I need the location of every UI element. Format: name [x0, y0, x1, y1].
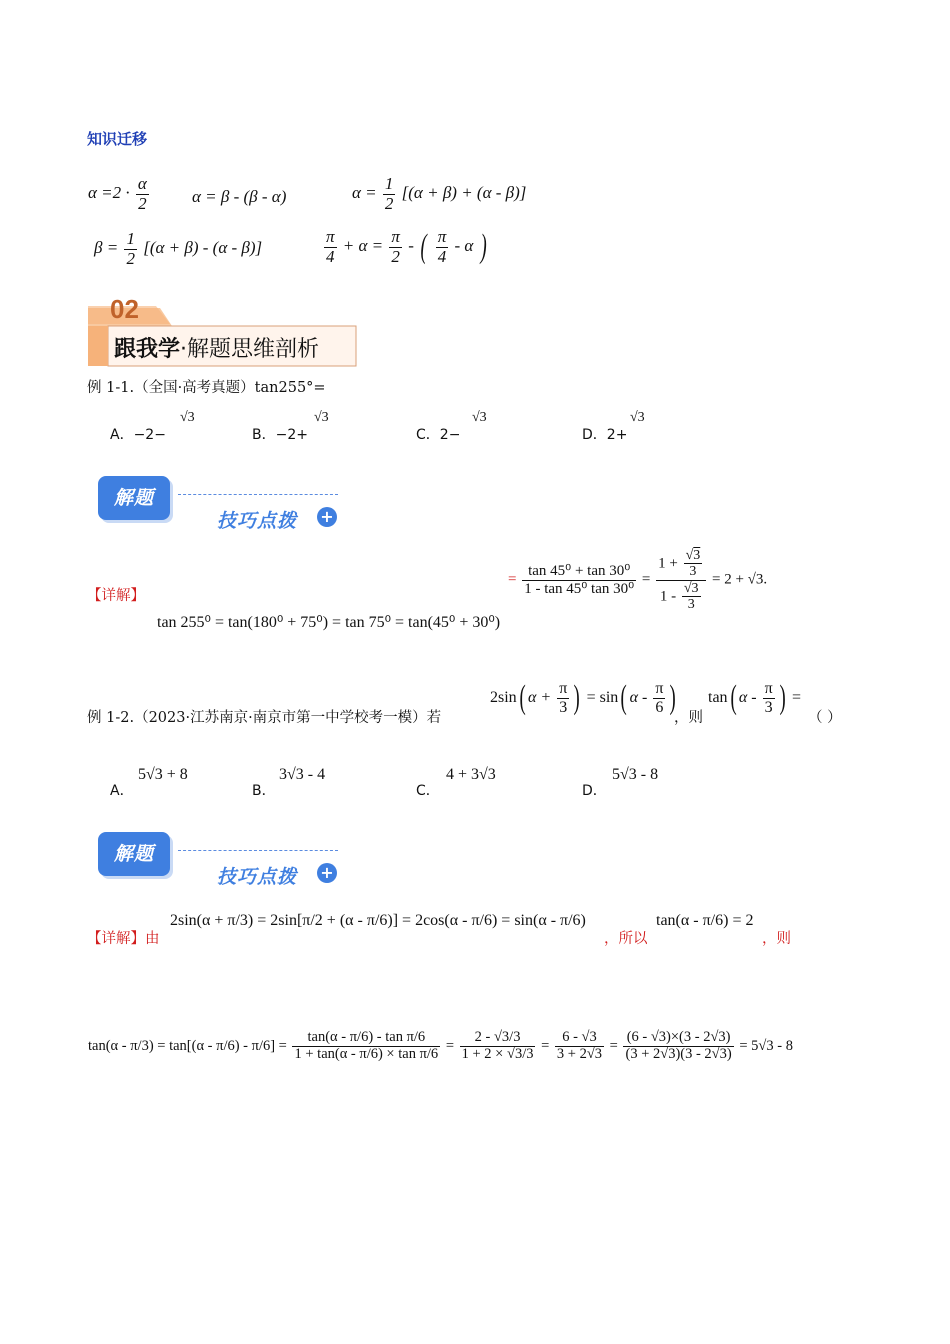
example1-option-d-root: √3 [630, 410, 645, 425]
banner-title: 跟我学·解题思维剖析 [114, 337, 320, 362]
formula-complement: $\frac{\pi}{4}$ + α = $\frac{\pi}{2}$ - ( $\frac{\pi}{4}$ - α ) [326, 227, 487, 266]
solution-badge-text: 技巧点拨 [217, 510, 298, 532]
example1-option-a-root: √3 [180, 410, 195, 425]
example2-answer-blank: （ ） [808, 710, 842, 726]
formula-angle-diff: α = β - (β - α) [192, 187, 287, 206]
solution-badge-box: 解题 [98, 476, 170, 520]
example1-prompt: 例 1-1.（全国·高考真题）tan255°= [87, 380, 326, 396]
example2-then: ，则 [674, 710, 703, 726]
example2-option-a-label: A． [110, 783, 134, 799]
plus-icon: + [317, 507, 337, 527]
example2-option-d-label: D． [582, 783, 607, 799]
solution-badge-box-2: 解题 [98, 832, 170, 876]
formula-double-angle: α =2 · $\frac{\alpha}{2}$ [88, 174, 147, 213]
formula-beta: β = $\frac{1}{2}$ [(α + β) - (α - β)] [94, 229, 263, 268]
example1-option-b-root: √3 [314, 410, 329, 425]
solution2-so: ，所以 [604, 931, 648, 947]
badge-dashed-line [178, 494, 338, 495]
solution1-fraction-chain: = $\frac{\text{tan 45⁰ + tan 30⁰}}{\text{1 - tan 45⁰ tan 30⁰}}$ = 1 + $\frac{√3}{3}$ 1 - $\frac{√3}{3}$ = 2 + √3. [508, 548, 768, 613]
solution2-line1: 2sin(α + π/3) = 2sin[π/2 + (α - π/6)] = 2cos(α - π/6) = sin(α - π/6) [170, 912, 586, 929]
example1-option-c: C．2− [416, 427, 461, 443]
solution2-tan-result: tan(α - π/6) = 2 [656, 912, 754, 929]
example1-option-d: D．2+ [582, 427, 628, 443]
solution2-line2: tan(α - π/3) = tan[(α - π/6) - π/6] = $\frac{\text{tan(α - π/6) - tan π/6}}{\text{1 + tan(α - π/6) × tan π/6}}$ = $\frac{2 - √3/3}{1 + 2 \times √3/3}$ = $\frac{6 - √3}{3 + 2√3}$ = $\frac{(6 - √3)\times(3 - 2√3)}{(3 + 2√3)(3 - 2√3)}$ = 5√3 - 8 [88, 1029, 793, 1062]
solution1-line1: tan 255⁰ = tan(180⁰ + 75⁰) = tan 75⁰ = tan(45⁰ + 30⁰) [157, 614, 501, 631]
solution2-label: 【详解】由 [87, 931, 160, 947]
plus-icon-2: + [317, 863, 337, 883]
example2-prompt: 例 1-2.（2023·江苏南京·南京市第一中学校考一模）若 [87, 710, 442, 726]
example1-option-c-root: √3 [472, 410, 487, 425]
solution-badge-text-2: 技巧点拨 [217, 866, 298, 888]
example2-option-a: 5√3 + 8 [138, 766, 188, 783]
badge-dashed-line-2 [178, 850, 338, 851]
example2-option-c-label: C． [416, 783, 440, 799]
example2-option-b: 3√3 - 4 [279, 766, 326, 783]
banner-number: 02 [110, 294, 139, 324]
example1-option-a: A．−2− [110, 427, 166, 443]
section-banner [88, 296, 358, 368]
example2-question-expr: tan( α - $\frac{\pi}{3}$ ) = [708, 679, 802, 717]
example2-option-d: 5√3 - 8 [612, 766, 659, 783]
example1-option-b: B．−2+ [252, 427, 308, 443]
solution2-then: ，则 [762, 931, 791, 947]
example2-option-c: 4 + 3√3 [446, 766, 496, 783]
example2-option-b-label: B． [252, 783, 276, 799]
section-title: 知识迁移 [87, 130, 148, 148]
solution1-label: 【详解】 [87, 588, 145, 604]
example2-condition: 2sin( α + $\frac{\pi}{3}$ ) = sin( α - $\frac{\pi}{6}$ ) [490, 679, 677, 717]
formula-half-sum: α = $\frac{1}{2}$ [(α + β) + (α - β)] [352, 174, 527, 213]
